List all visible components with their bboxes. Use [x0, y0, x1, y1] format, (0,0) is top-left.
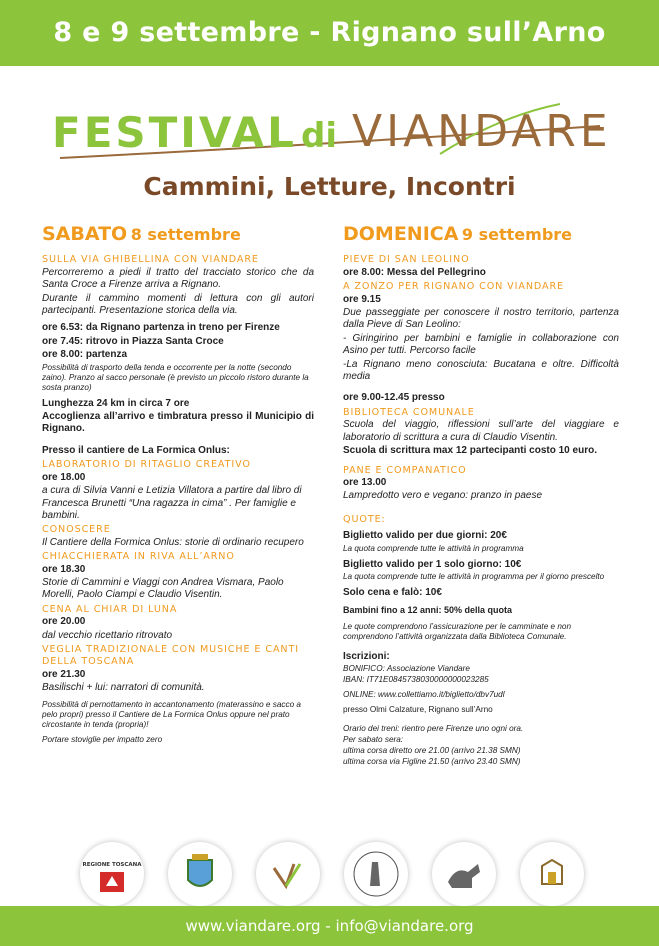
registration-line: presso Olmi Calzature, Rignano sull’Arno: [343, 705, 493, 715]
section-time: ore 20.00: [42, 616, 86, 628]
saturday-day: SABATO: [42, 223, 128, 245]
footer-contacts: [0, 906, 659, 946]
email-link[interactable]: info@viandare.org: [335, 917, 474, 935]
pilgrim-logo: [344, 842, 408, 906]
section-note: Scuola di scrittura max 12 partecipanti costo 10 euro.: [343, 445, 597, 457]
registration-line: IBAN: IT71E0845738030000000023285: [343, 675, 489, 685]
section-title: CONOSCERE: [42, 524, 111, 536]
section-desc: - Giringirino per bambini e famiglie in collaborazione con Asino per tutti. Percorso facile: [343, 332, 619, 357]
note: Possibilità di pernottamento in accantonamento (materassino e sacco a pelo propri) presso il Cantiere de La Formica Onlus oppure nel prato circostante in tenda (propria)!: [42, 699, 301, 729]
train-info: ultima corsa via Figline 21.50 (arrivo 23.40 SMN): [343, 757, 521, 767]
section-title: CHIACCHIERATA IN RIVA ALL’ARNO: [42, 551, 235, 563]
sponsor-logos: [80, 842, 580, 912]
biblioteca-logo: [520, 842, 584, 906]
price-note: Le quote comprendono l’assicurazione per le camminate e non comprendono l’attività organizzata dalla Biblioteca Comunale.: [343, 621, 572, 641]
pegasus-icon: [80, 842, 144, 906]
registration-title: Iscrizioni:: [343, 650, 390, 662]
library-icon: [520, 842, 584, 906]
sunday-column: [343, 223, 619, 768]
donkey-logo: [432, 842, 496, 906]
price-line: Solo cena e falò: 10€: [343, 586, 442, 598]
sunday-date: 9 settembre: [461, 225, 573, 244]
header-dates-banner: 8 e 9 settembre - Rignano sull’Arno: [0, 0, 659, 66]
section-desc: Durante il cammino momenti di lettura con gli autori partecipanti. Presentazione storica della via.: [42, 292, 314, 317]
note: Portare stoviglie per impatto zero: [42, 734, 163, 744]
festival-subtitle: Cammini, Letture, Incontri: [143, 172, 516, 201]
section-desc: Il Cantiere della Formica Onlus: storie di ordinario recupero: [42, 536, 304, 548]
section-title: PANE E COMPANATICO: [343, 464, 467, 476]
section-desc: Storie di Cammini e Viaggi con Andrea Vismara, Paolo Morelli, Paolo Ciampi e Claudio Visentin.: [42, 576, 284, 601]
festival-title: [0, 96, 659, 166]
donkey-icon: [432, 842, 496, 906]
saturday-date: 8 settembre: [130, 225, 241, 244]
schedule-line: ore 7.45: ritrovo in Piazza Santa Croce: [42, 335, 224, 347]
welcome-note: Accoglienza all’arrivo e timbratura presso il Municipio di Rignano.: [42, 411, 314, 435]
section-desc: Percorreremo a piedi il tratto del tracciato storico che da Santa Croce a Firenze arriva a Rignano.: [42, 266, 314, 291]
title-di: di: [301, 116, 337, 156]
website-link[interactable]: www.viandare.org: [185, 917, 321, 935]
section-title: QUOTE:: [343, 513, 386, 525]
section-time: ore 9.00-12.45 presso: [343, 392, 445, 404]
route-length: Lunghezza 24 km in circa 7 ore: [42, 397, 190, 409]
venue-label: Presso il cantiere de La Formica Onlus:: [42, 444, 230, 456]
sunday-day: DOMENICA: [343, 223, 459, 245]
title-festival: FESTIVAL: [52, 108, 297, 157]
registration-line: BONIFICO: Associazione Viandare: [343, 664, 470, 674]
section-desc: -La Rignano meno conosciuta: Bucatana e oltre. Difficoltà media: [343, 358, 619, 383]
section-title: VEGLIA TRADIZIONALE CON MUSICHE E CANTI DELLA TOSCANA: [42, 643, 299, 668]
saturday-column: [42, 223, 314, 746]
crest-icon: [168, 842, 232, 906]
section-desc: Lampredotto vero e vegano: pranzo in paese: [343, 490, 543, 502]
viandare-logo: [256, 842, 320, 906]
section-title: BIBLIOTECA COMUNALE: [343, 406, 475, 418]
section-title: LABORATORIO DI RITAGLIO CREATIVO: [42, 459, 251, 471]
section-desc: Scuola del viaggio, riflessioni sull’arte del viaggiare e laboratorio di scrittura a cura di Claudio Visentin.: [343, 419, 619, 443]
viandare-mark-icon: [256, 842, 320, 906]
price-note: La quota comprende tutte le attività in programma per il giorno prescelto: [343, 571, 605, 581]
price-note: La quota comprende tutte le attività in programma: [343, 543, 524, 553]
section-title: A ZONZO PER RIGNANO CON VIANDARE: [343, 281, 565, 293]
section-time: ore 13.00: [343, 476, 387, 488]
section-desc: a cura di Silvia Vanni e Letizia Villatora a partire dal libro di Francesca Brunetti “Una ragazza in cima” . Per famiglie e bambini.: [42, 485, 302, 521]
regione-toscana-logo: [80, 842, 144, 906]
registration-link[interactable]: ONLINE: www.collettiamo.it/biglietto/dbv7udl: [343, 690, 505, 700]
saturday-heading: [42, 223, 314, 245]
schedule-line: ore 8.00: partenza: [42, 349, 128, 361]
section-time: ore 9.15: [343, 293, 381, 305]
section-desc: Due passeggiate per conoscere il nostro territorio, partenza dalla Pieve di San Leolino:: [343, 307, 619, 331]
footer-separator: -: [325, 917, 331, 935]
regione-label: REGIONE TOSCANA: [82, 862, 142, 868]
sunday-heading: [343, 223, 619, 245]
section-time: ore 21.30: [42, 668, 86, 680]
price-line: Biglietto valido per due giorni: 20€: [343, 530, 507, 542]
section-desc: dal vecchio ricettario ritrovato: [42, 629, 173, 641]
section-time: ore 18.00: [42, 471, 86, 483]
section-title: SULLA VIA GHIBELLINA CON VIANDARE: [42, 254, 259, 266]
train-info: ultima corsa diretto ore 21.00 (arrivo 21.38 SMN): [343, 746, 521, 756]
price-line: Biglietto valido per 1 solo giorno: 10€: [343, 558, 522, 570]
comune-logo: [168, 842, 232, 906]
section-title: PIEVE DI SAN LEOLINO: [343, 254, 470, 266]
section-time: ore 18.30: [42, 563, 86, 575]
title-viandare: VIANDARE: [352, 106, 612, 157]
note: Possibilità di trasporto della tenda e occorrente per la notte (secondo zaino). Pranzo al sacco personale (è previsto un piccolo ristoro durante la sosta pranzo): [42, 362, 309, 392]
price-line: Bambini fino a 12 anni: 50% della quota: [343, 605, 513, 616]
section-desc: Basilischi + lui: narratori di comunità.: [42, 682, 205, 694]
section-title: CENA AL CHIAR DI LUNA: [42, 603, 178, 615]
schedule-line: ore 8.00: Messa del Pellegrino: [343, 266, 486, 278]
pilgrim-icon: [344, 842, 408, 906]
train-info: Per sabato sera:: [343, 735, 404, 745]
schedule-line: ore 6.53: da Rignano partenza in treno per Firenze: [42, 322, 280, 334]
train-info: Orario dei treni: rientro pere Firenze uno ogni ora.: [343, 724, 524, 734]
